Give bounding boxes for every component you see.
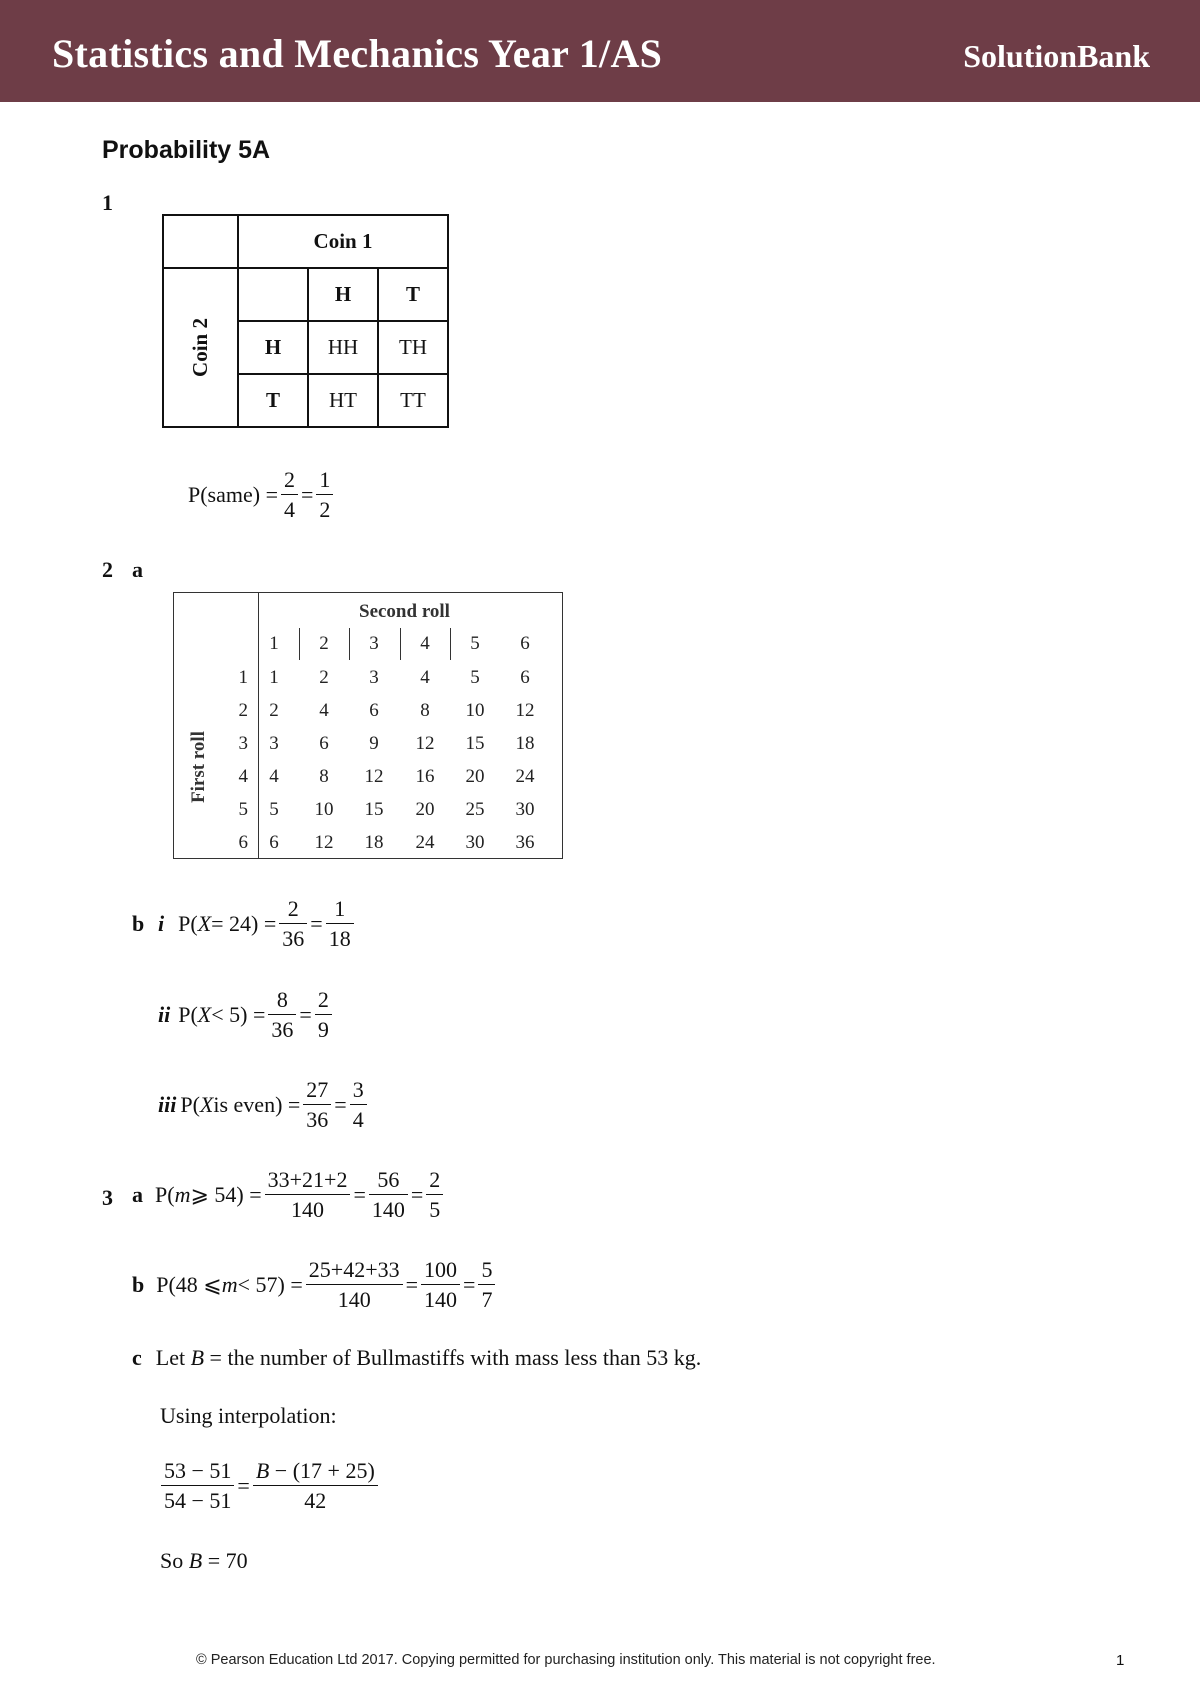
denominator: 54 − 51 (164, 1488, 232, 1514)
subpart-label: c (132, 1345, 142, 1370)
coin-table-cell: HT (308, 374, 378, 427)
dice-table-cell: 18 (364, 832, 384, 853)
dice-table-cell: 4 (319, 700, 329, 721)
math-text: P( (155, 1181, 175, 1207)
denominator: 7 (481, 1287, 493, 1313)
fraction (426, 1167, 443, 1223)
dice-table-cell: 3 (369, 667, 379, 688)
q3-b-answer (132, 1257, 498, 1313)
dice-table-cell: 30 (515, 799, 535, 820)
fraction (421, 1257, 460, 1313)
dice-table-cell: 30 (465, 832, 485, 853)
dice-table-row-header: 1 (238, 667, 248, 688)
fraction (478, 1257, 495, 1313)
q2-bi-answer (158, 896, 357, 952)
math-text: is even) = (213, 1091, 301, 1117)
dice-product-table (173, 592, 563, 859)
equals-sign: = (334, 1091, 347, 1117)
dice-table-row-header: 5 (238, 799, 248, 820)
numerator: 1 (326, 896, 354, 924)
subpart-label: iii (158, 1091, 177, 1117)
coin-table-row-title-cell (163, 268, 238, 427)
header-banner (0, 0, 1200, 102)
equals-sign: = (353, 1181, 366, 1207)
dice-table-cell: 8 (319, 766, 329, 787)
dice-table-cell: 25 (465, 799, 485, 820)
dice-table-cell: 6 (269, 832, 279, 853)
denominator: 5 (429, 1197, 441, 1223)
numerator: 25+42+33 (306, 1257, 403, 1285)
fraction (306, 1257, 403, 1313)
denominator: 2 (319, 497, 331, 523)
math-variable: B (190, 1345, 205, 1370)
dice-table-cell: 24 (415, 832, 435, 853)
math-text: P( (178, 1001, 198, 1027)
math-text: = 70 (202, 1548, 248, 1573)
page-number: 1 (1116, 1652, 1125, 1669)
numerator: 56 (369, 1167, 408, 1195)
fraction (281, 467, 298, 523)
numerator: 100 (421, 1257, 460, 1285)
coin-table-cell: TT (378, 374, 448, 427)
fraction (268, 987, 296, 1043)
q3-a-answer (132, 1167, 446, 1223)
fraction (303, 1077, 331, 1133)
question-1-number: 1 (102, 190, 113, 215)
math-variable: B (188, 1548, 203, 1573)
denominator: 42 (304, 1488, 327, 1514)
numerator: 27 (303, 1077, 331, 1105)
coin-table-cell: TH (378, 321, 448, 374)
math-text: P( (180, 1091, 200, 1117)
subpart-label: b (132, 1271, 145, 1297)
denominator: 36 (271, 1017, 294, 1043)
numerator (253, 1458, 378, 1486)
dice-header-divider (400, 628, 401, 660)
dice-table-col-header: 5 (470, 633, 480, 654)
math-text: = the number of Bullmastiffs with mass less than 53 kg. (204, 1345, 702, 1370)
denominator: 140 (371, 1197, 405, 1223)
dice-table-cell: 10 (465, 700, 485, 721)
q2-biii-answer (158, 1077, 370, 1133)
math-variable: X (199, 1091, 214, 1117)
dice-table-cell: 3 (269, 733, 279, 754)
numerator: 53 − 51 (161, 1458, 234, 1486)
q2-bii-answer (158, 987, 335, 1043)
denominator: 140 (337, 1287, 371, 1313)
denominator: 9 (317, 1017, 329, 1043)
equals-sign: = (310, 910, 323, 936)
q3-c-line2: Using interpolation: (160, 1403, 337, 1428)
math-text: So (160, 1548, 189, 1573)
dice-table-cell: 12 (314, 832, 334, 853)
dice-header-divider (349, 628, 350, 660)
dice-table-cell: 5 (269, 799, 279, 820)
question-2b-label: b (132, 911, 145, 936)
dice-table-cell: 2 (269, 700, 279, 721)
dice-table-cell: 6 (520, 667, 530, 688)
dice-table-cell: 4 (420, 667, 430, 688)
fraction (316, 467, 333, 523)
math-text: < 5) = (211, 1001, 266, 1027)
numerator: 2 (426, 1167, 443, 1195)
dice-table-col-header: 2 (319, 633, 329, 654)
dice-table-cell: 20 (415, 799, 435, 820)
dice-table-cell: 24 (515, 766, 535, 787)
coin-table-col-title: Coin 1 (238, 215, 448, 268)
equals-sign: = (410, 1181, 424, 1207)
coin-table-blank (238, 268, 308, 321)
question-2a-label: a (132, 557, 143, 582)
dice-table-cell: 6 (319, 733, 329, 754)
denominator: 140 (291, 1197, 325, 1223)
dice-header-divider (299, 628, 300, 660)
dice-table-col-header: 1 (269, 633, 279, 654)
math-variable: X (197, 910, 212, 936)
coin-table-corner (163, 215, 238, 268)
question-2-number: 2 (102, 557, 113, 582)
denominator: 4 (352, 1107, 364, 1133)
equals-sign: = (301, 481, 314, 507)
q3-c-line4 (160, 1548, 248, 1574)
math-text: = 24) = (211, 910, 277, 936)
header-title: Statistics and Mechanics Year 1/AS (52, 31, 663, 76)
equals-sign: = (237, 1472, 250, 1498)
denominator: 140 (424, 1287, 458, 1313)
math-variable: X (197, 1001, 212, 1027)
dice-table-cell: 16 (415, 766, 435, 787)
coin-table-row-header: T (238, 374, 308, 427)
numerator: 1 (316, 467, 333, 495)
dice-table-cell: 8 (420, 700, 430, 721)
coin-table-cell: HH (308, 321, 378, 374)
dice-table-cell: 2 (319, 667, 329, 688)
math-text: Let (155, 1345, 191, 1370)
math-text: − (17 + 25) (269, 1458, 375, 1483)
equals-sign: = (299, 1001, 312, 1027)
equals-sign: = (405, 1271, 419, 1297)
dice-table-cell: 15 (465, 733, 485, 754)
numerator: 5 (478, 1257, 495, 1285)
dice-table-col-header: 6 (520, 633, 530, 654)
brand-logo: SolutionBank (963, 38, 1150, 74)
numerator: 2 (315, 987, 332, 1015)
coin-table-row-header: H (238, 321, 308, 374)
dice-table-cell: 12 (515, 700, 535, 721)
dice-table-col-title: Second roll (359, 601, 450, 622)
dice-table-row-title: First roll (188, 731, 209, 803)
denominator: 18 (328, 926, 351, 952)
denominator: 4 (284, 497, 295, 523)
footer-copyright: © Pearson Education Ltd 2017. Copying permitted for purchasing institution only. This material is not copyright free. (196, 1652, 936, 1668)
fraction (350, 1077, 367, 1133)
coin-table-col-header: T (378, 268, 448, 321)
dice-table-cell: 20 (465, 766, 485, 787)
q3-c-line1 (132, 1345, 701, 1371)
dice-table-cell: 12 (415, 733, 435, 754)
subpart-label: ii (158, 1001, 171, 1027)
fraction (326, 896, 354, 952)
dice-table-col-header: 4 (420, 633, 430, 654)
math-variable: B (255, 1458, 270, 1483)
dice-table-col-header: 3 (369, 633, 379, 654)
dice-table-row-header: 6 (238, 832, 248, 853)
denominator: 36 (282, 926, 305, 952)
q3-c-interpolation (158, 1458, 381, 1514)
math-variable: m (221, 1271, 238, 1297)
math-text: P(48 ⩽ (156, 1271, 222, 1297)
question-3-number: 3 (102, 1185, 113, 1210)
numerator: 2 (281, 467, 298, 495)
subpart-label: i (158, 910, 165, 936)
math-text: P( (178, 910, 198, 936)
dice-table-row-header: 4 (238, 766, 248, 787)
section-title: Probability 5A (102, 136, 271, 164)
dice-table-cell: 36 (515, 832, 535, 853)
subpart-label: a (132, 1181, 143, 1207)
coin-table (162, 214, 449, 428)
fraction (265, 1167, 351, 1223)
dice-table-cell: 5 (470, 667, 480, 688)
dice-table-row-header: 3 (238, 733, 248, 754)
dice-table-cell: 1 (269, 667, 279, 688)
numerator: 8 (268, 987, 296, 1015)
dice-table-cell: 6 (369, 700, 379, 721)
fraction (161, 1458, 234, 1514)
dice-table-cell: 15 (364, 799, 384, 820)
dice-table-cell: 10 (314, 799, 334, 820)
fraction (279, 896, 307, 952)
math-text: < 57) = (237, 1271, 303, 1297)
q1-answer (188, 467, 336, 523)
fraction (315, 987, 332, 1043)
denominator: 36 (306, 1107, 329, 1133)
numerator: 3 (350, 1077, 367, 1105)
dice-header-divider (450, 628, 451, 660)
math-text: ⩾ 54) = (190, 1181, 262, 1207)
fraction (369, 1167, 408, 1223)
math-variable: m (174, 1181, 191, 1207)
dice-table-row-header: 2 (238, 700, 248, 721)
coin-table-row-title: Coin 2 (188, 318, 212, 377)
coin-table-col-header: H (308, 268, 378, 321)
dice-table-cell: 4 (269, 766, 279, 787)
fraction (253, 1458, 378, 1514)
dice-table-cell: 9 (369, 733, 379, 754)
dice-table-cell: 18 (515, 733, 535, 754)
numerator: 33+21+2 (265, 1167, 351, 1195)
dice-table-cell: 12 (364, 766, 384, 787)
q1-answer-lhs: P(same) = (188, 481, 278, 507)
equals-sign: = (463, 1271, 476, 1297)
numerator: 2 (279, 896, 307, 924)
